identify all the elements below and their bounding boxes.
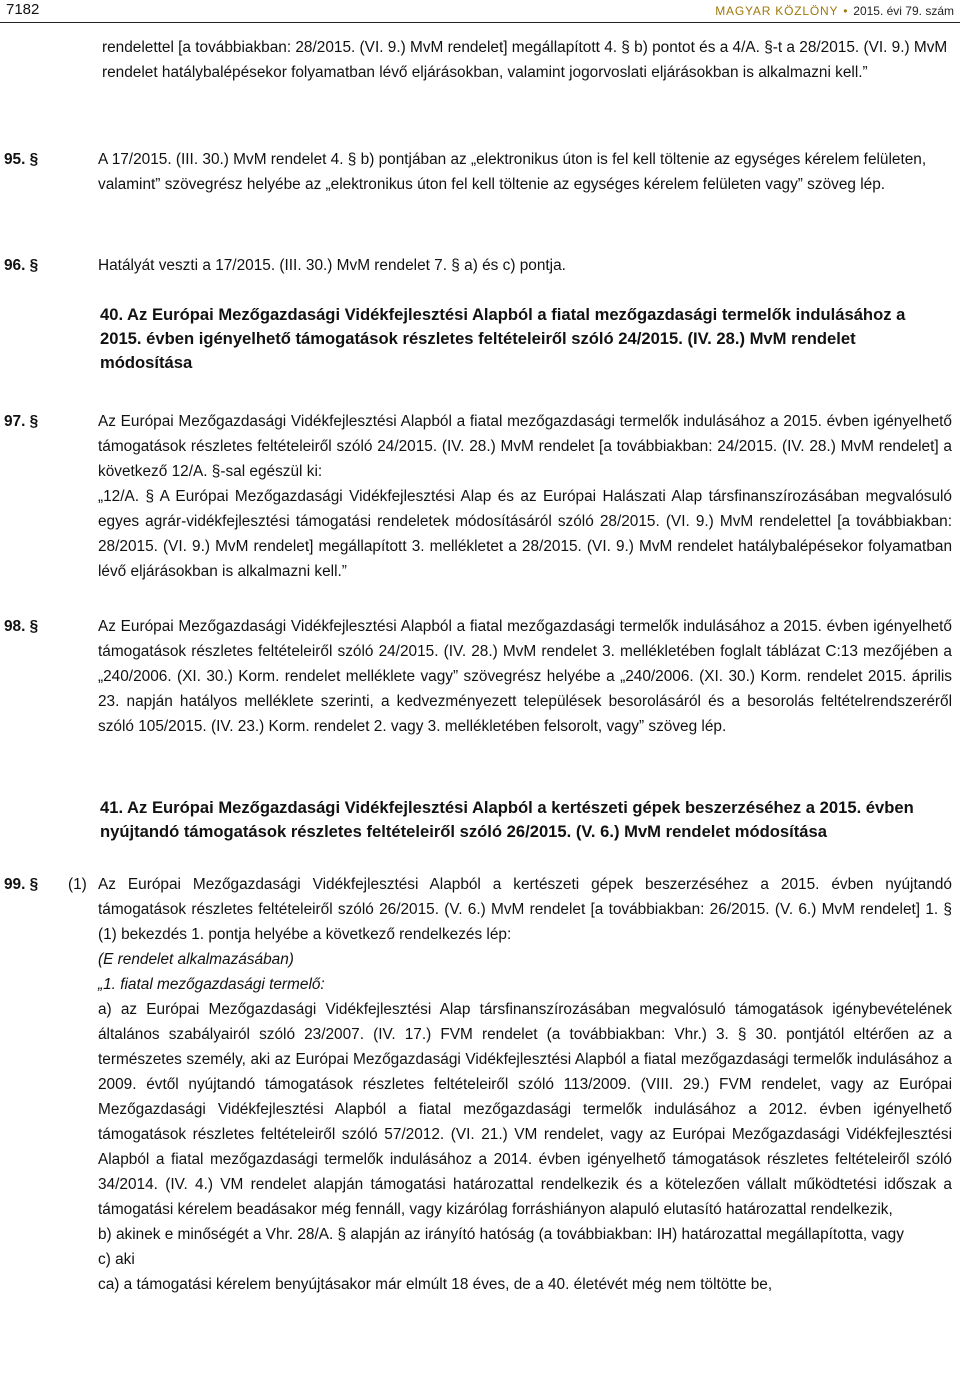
paragraph: Az Európai Mezőgazdasági Vidékfejlesztési Alapból a kertészeti gépek beszerzéséhez a 2015. évben nyújtandó támogatások részletes feltételeiről szóló 26/2015. (V. 6.) MvM rendelet [a továbbiakban: 26/2015. (V. 6.) MvM rendelet] 1. § (1) bekezdés 1. pontja helyébe a következő rendelkezés lép:: [98, 876, 952, 943]
section-number: 97. §: [4, 413, 39, 430]
italic-definition: „1. fiatal mezőgazdasági termelő:: [98, 976, 325, 993]
paragraph: [98, 947, 952, 972]
journal-title: MAGYAR KÖZLÖNY: [715, 4, 839, 18]
paragraph: [98, 972, 952, 997]
paragraph: c) aki: [98, 1251, 135, 1268]
section-text: Hatályát veszti a 17/2015. (III. 30.) MvM rendelet 7. § a) és c) pontja.: [98, 257, 566, 274]
section-body: [98, 409, 952, 584]
section-number: 98. §: [4, 618, 39, 635]
header-separator: •: [843, 4, 849, 18]
paragraph: b) akinek e minőségét a Vhr. 28/A. § alapján az irányító hatóság (a továbbiakban: IH) határozattal megállapította, vagy: [98, 1226, 904, 1243]
subsection-number: (1): [68, 876, 87, 893]
intro-text: rendelettel [a továbbiakban: 28/2015. (VI. 9.) MvM rendelet] megállapított 4. § b) pontot és a 4/A. §-t a 28/2015. (VI. 9.) MvM rendelet hatálybalépésekor folyamatban lévő eljárásokban, valamint jogorvoslati eljárásokban is alkalmazni kell.”: [102, 39, 948, 81]
section-number: 96. §: [4, 257, 39, 274]
section-number: 95. §: [4, 151, 39, 168]
section-body: [98, 872, 952, 1297]
paragraph: ca) a támogatási kérelem benyújtásakor már elmúlt 18 éves, de a 40. életévét még nem töltötte be,: [98, 1276, 773, 1293]
paragraph: Az Európai Mezőgazdasági Vidékfejlesztési Alapból a fiatal mezőgazdasági termelők indulásához a 2015. évben igényelhető támogatások részletes feltételeiről szóló 24/2015. (IV. 28.) MvM rendelet [a továbbiakban: 24/2015. (IV. 28.) MvM rendelet] a következő 12/A. §-sal egészül ki:: [98, 413, 952, 480]
paragraph: a) az Európai Mezőgazdasági Vidékfejlesztési Alap társfinanszírozásában megvalósuló támogatások igénybevételének általános szabályairól szóló 23/2007. (IV. 17.) FVM rendelet (a továbbiakban: Vhr.) 3. § 30. pontjától eltérően az a természetes személy, aki az Európai Mezőgazdasági Vidékfejlesztési Alapból a fiatal mezőgazdasági termelők indulásához a 2009. évtől nyújtandó támogatások részletes feltételeiről szóló 113/2009. (VIII. 29.) FVM rendelet, vagy az Európai Mezőgazdasági Vidékfejlesztési Alapból a fiatal mezőgazdasági termelők indulásához a 2012. évben igényelhető támogatások részletes feltételeiről szóló 57/2012. (VI. 21.) VM rendelet, vagy az Európai Mezőgazdasági Vidékfejlesztési Alapból a fiatal mezőgazdasági termelők indulásához a 2014. évben igényelhető támogatások részletes feltételeiről szóló 34/2014. (IV. 4.) VM rendelet alapján támogatási határozattal rendelkezik és a kötelezően vállalt működtetési időszak a támogatási kérelem beadásakor még fennáll, vagy kizárólag forráshiányon alapuló elutasító határozattal rendelkezik,: [98, 1001, 952, 1218]
journal-info: [715, 2, 954, 20]
section-number: 99. §: [4, 876, 39, 893]
paragraph: „12/A. § A Európai Mezőgazdasági Vidékfejlesztési Alap és az Európai Halászati Alap társfinanszírozásában megvalósuló egyes agrár-vidékfejlesztési támogatási rendeletek módosításáról szóló 28/2015. (VI. 9.) MvM rendelettel [a továbbiakban: 28/2015. (VI. 9.) MvM rendelet] megállapított 3. mellékletet a 28/2015. (VI. 9.) MvM rendelet hatálybalépésekor folyamatban lévő eljárásokban is alkalmazni kell.”: [98, 488, 952, 580]
section-text: A 17/2015. (III. 30.) MvM rendelet 4. § b) pontjában az „elektronikus úton is fel kell töltenie az egységes kérelem felületen, valamint” szövegrész helyébe az „elektronikus úton fel kell töltenie az egységes kérelem felületen vagy” szöveg lép.: [98, 151, 927, 193]
italic-note: (E rendelet alkalmazásában): [98, 951, 294, 968]
page-header: [0, 0, 960, 23]
page-number: 7182: [6, 1, 40, 18]
issue-label: 2015. évi 79. szám: [853, 4, 954, 18]
chapter-heading-40: 40. Az Európai Mezőgazdasági Vidékfejlesztési Alapból a fiatal mezőgazdasági termelők indulásához a 2015. évben igényelhető támogatások részletes feltételeiről szóló 24/2015. (IV. 28.) MvM rendelet módosítása: [100, 305, 906, 372]
section-text: Az Európai Mezőgazdasági Vidékfejlesztési Alapból a fiatal mezőgazdasági termelők indulásához a 2015. évben igényelhető támogatások részletes feltételeiről szóló 24/2015. (IV. 28.) MvM rendelet 3. mellékletében foglalt táblázat C:13 mezőjében a „240/2006. (XI. 30.) Korm. rendelet melléklete vagy” szövegrész helyébe a „240/2006. (XI. 30.) Korm. rendelet 2015. április 23. napján hatályos melléklete szerinti, a kedvezményezett települések besorolásáról és a besorolás feltételrendszeréről szóló 105/2015. (IV. 23.) Korm. rendelet 2. vagy 3. mellékletében felsorolt, vagy” szöveg lép.: [98, 618, 952, 735]
chapter-heading-41: 41. Az Európai Mezőgazdasági Vidékfejlesztési Alapból a kertészeti gépek beszerzéséhez a 2015. évben nyújtandó támogatások részletes feltételeiről szóló 26/2015. (V. 6.) MvM rendelet módosítása: [100, 798, 914, 841]
